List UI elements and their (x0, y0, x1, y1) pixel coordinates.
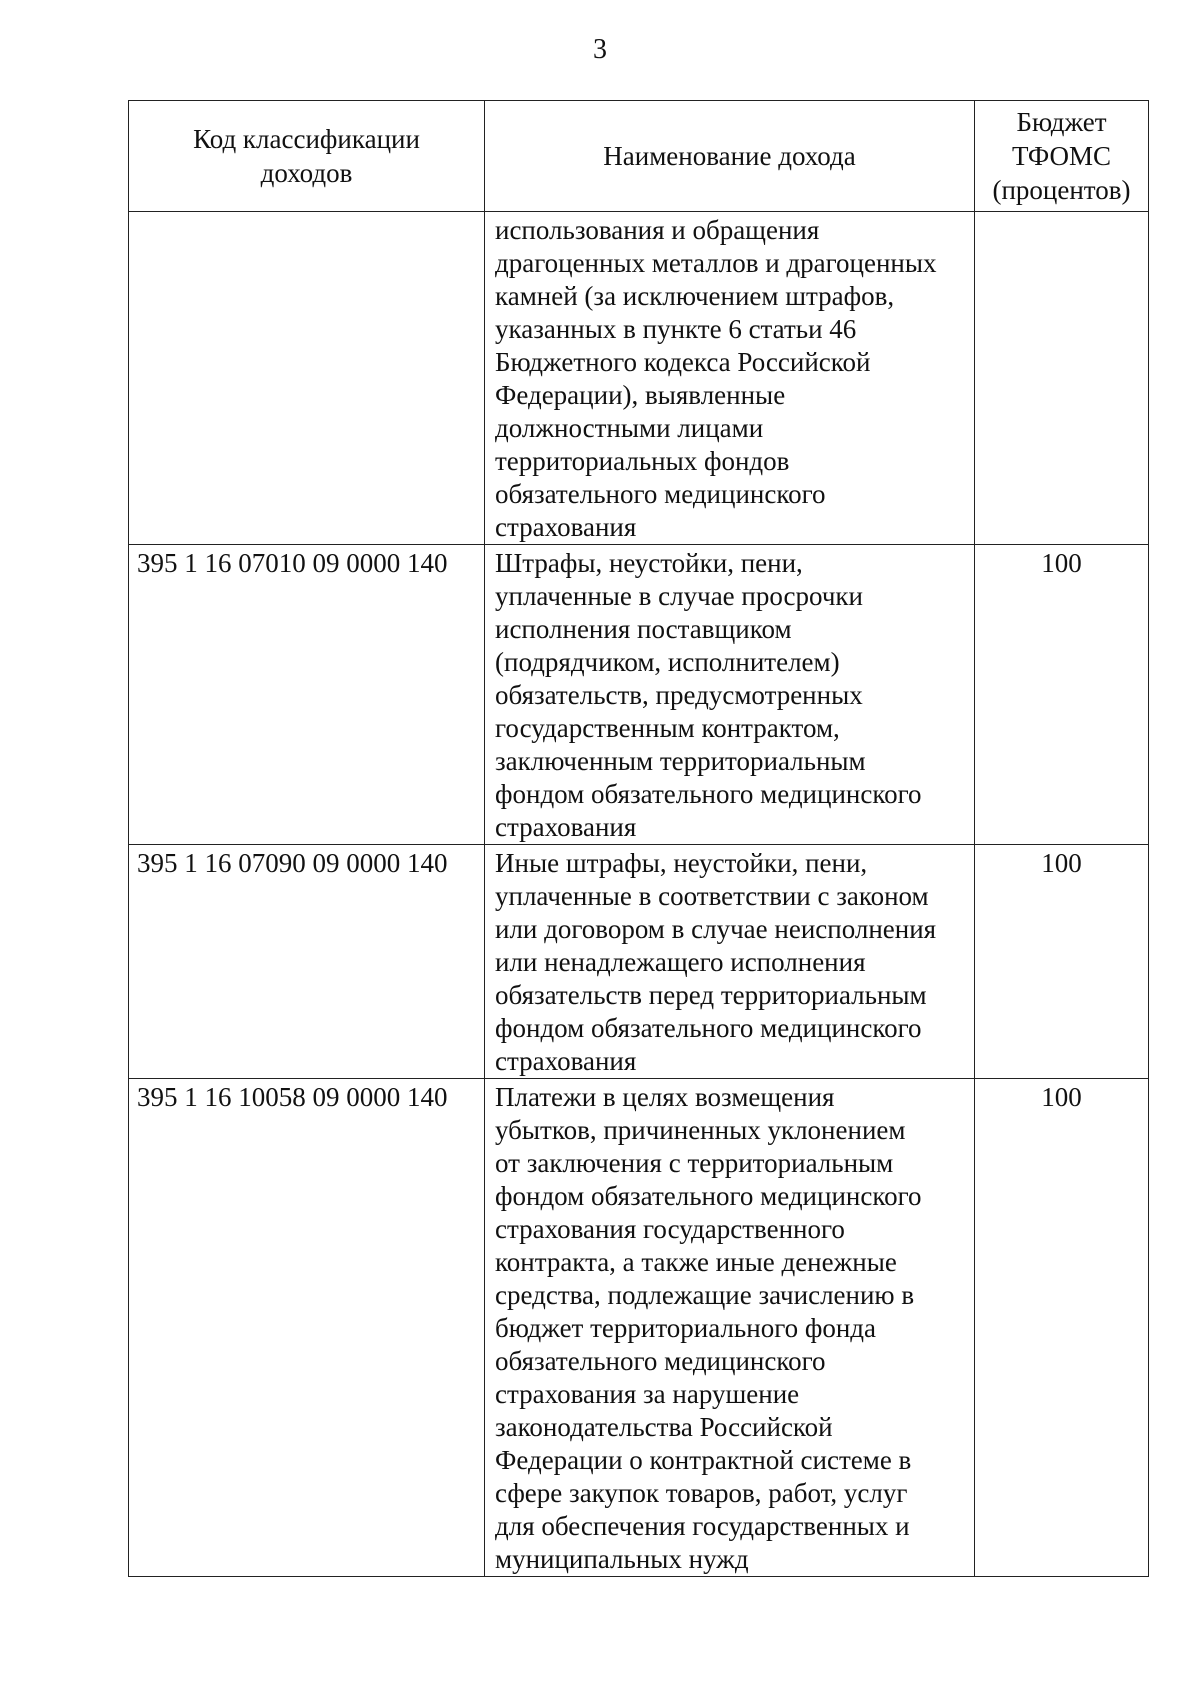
budget-percent-cell: 100 (975, 1079, 1149, 1577)
header-income-name: Наименование дохода (485, 101, 975, 212)
income-name-cell: Штрафы, неустойки, пени, уплаченные в случае просрочки исполнения поставщиком (подрядчиком, исполнителем) обязательств, предусмотренных государственным контрактом, заключенным территориальным фондом обязательного медицинского страхования (485, 545, 975, 845)
income-name-cell: Иные штрафы, неустойки, пени, уплаченные в соответствии с законом или договором в случае неисполнения или ненадлежащего исполнения обязательств перед территориальным фондом обязательного медицинского страхования (485, 845, 975, 1079)
header-budget-percent-line-3: (процентов) (992, 175, 1131, 205)
budget-percent-cell: 100 (975, 545, 1149, 845)
header-income-code (129, 101, 485, 212)
header-budget-percent (975, 101, 1149, 212)
table-row (129, 1079, 1149, 1577)
income-code-cell: 395 1 16 07010 09 0000 140 (129, 545, 485, 845)
table-row (129, 212, 1149, 545)
income-code-cell: 395 1 16 07090 09 0000 140 (129, 845, 485, 1079)
header-income-code-line-2: доходов (260, 158, 353, 188)
table-header-row (129, 101, 1149, 212)
income-classification-table (128, 100, 1149, 1577)
budget-percent-cell: 100 (975, 845, 1149, 1079)
income-code-cell (129, 212, 485, 545)
income-code-cell: 395 1 16 10058 09 0000 140 (129, 1079, 485, 1577)
header-budget-percent-line-2: ТФОМС (1011, 141, 1112, 171)
income-name-cell: Платежи в целях возмещения убытков, причиненных уклонением от заключения с территориальным фондом обязательного медицинского страхования государственного контракта, а также иные денежные средства, подлежащие зачислению в бюджет территориального фонда обязательного медицинского страхования за нарушение законодательства Российской Федерации о контрактной системе в сфере закупок товаров, работ, услуг для обеспечения государственных и муниципальных нужд (485, 1079, 975, 1577)
header-income-code-line-1: Код классификации (193, 124, 420, 154)
budget-percent-cell (975, 212, 1149, 545)
income-name-cell: использования и обращения драгоценных металлов и драгоценных камней (за исключением штрафов, указанных в пункте 6 статьи 46 Бюджетного кодекса Российской Федерации), выявленные должностными лицами территориальных фондов обязательного медицинского страхования (485, 212, 975, 545)
header-budget-percent-line-1: Бюджет (1016, 107, 1107, 137)
page-number: 3 (593, 34, 607, 65)
table-row (129, 845, 1149, 1079)
table-row (129, 545, 1149, 845)
